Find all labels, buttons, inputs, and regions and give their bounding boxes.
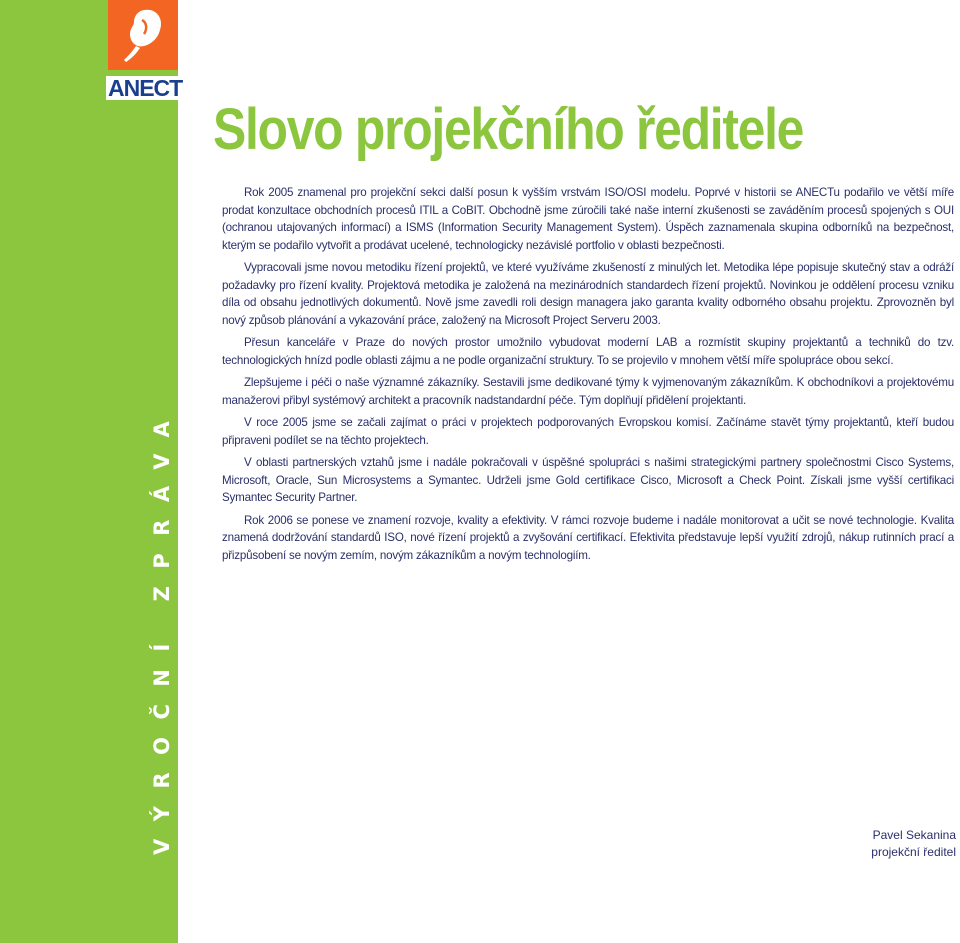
article-body: [222, 184, 954, 569]
annual-report-vertical-title: VÝROČNÍ ZPRÁVA: [150, 403, 174, 855]
sidebar: [0, 0, 183, 943]
paragraph: Zlepšujeme i péči o naše významné zákazníky. Sestavili jsme dedikované týmy k vyjmenovaným zákazníkům. K obchodníkovi a projektovému manažerovi přibyl systémový architekt a pracovník nadstandardní péče. Tým doplňují přidělení projektanti.: [222, 376, 954, 407]
paragraph: V roce 2005 jsme se začali zajímat o práci v projektech podporovaných Evropskou komisí. Začínáme stavět týmy projektantů, kteří budou připraveni podílet se na těchto projektech.: [222, 416, 954, 447]
paragraph: Vypracovali jsme novou metodiku řízení projektů, ve které využíváme zkušeností z minulých let. Metodika lépe popisuje skutečný stav a odráží požadavky pro řízení kvality. Projektová metodika je založená na mezinárodních standardech řízení projektů. Novinkou je oddělení procesu vzniku díla od obsahu jednotlivých dokumentů. Nově jsme zavedli roli design managera jako garanta kvality odborného obsahu projektu. Zprovozněn byl nový způsob plánování a vykazování práce, založený na Microsoft Project Serveru 2003.: [222, 261, 954, 327]
page-title: Slovo projekčního ředitele: [213, 97, 804, 162]
signature-name: Pavel Sekanina: [872, 828, 956, 842]
paragraph: Rok 2005 znamenal pro projekční sekci další posun k vyšším vrstvám ISO/OSI modelu. Poprvé v historii se ANECTu podařilo ve větší míře prodat konzultace obchodních procesů ITIL a CoBIT. Obchodně jsme zúročili také naše interní zkušenosti se zaváděním procesů spojených s OUI (ochranou utajovaných informací) a ISMS (Information Security Management System). Úspěch zaznamenala skupina odborníků na bezpečnost, kterým se podařilo vytvořit a prodávat ucelené, technologicky nezávislé portfolio v oblasti bezpečnosti.: [222, 186, 954, 252]
logo-wordmark: ANECT: [106, 76, 186, 100]
paragraph: Přesun kanceláře v Praze do nových prostor umožnilo vybudovat moderní LAB a rozmístit skupiny projektantů a techniků do tzv. technologických hnízd podle oblasti zájmu a ne podle organizační struktury. To se projevilo v mnohem větší míře spolupráce obou sekcí.: [222, 336, 954, 367]
logo-mark: [108, 0, 178, 70]
signature: [871, 827, 956, 861]
paragraph: V oblasti partnerských vztahů jsme i nadále pokračovali v úspěšné spolupráci s našimi strategickými partnery společnostmi Cisco Systems, Microsoft, Oracle, Sun Microsystems a Symantec. Udrželi jsme Gold certifikace Cisco, Microsoft a Check Point. Získali jsme vyšší certifikaci Symantec Security Partner.: [222, 456, 954, 504]
signature-role: projekční ředitel: [871, 845, 956, 859]
paragraph: Rok 2006 se ponese ve znamení rozvoje, kvality a efektivity. V rámci rozvoje budeme i nadále monitorovat a učit se nové technologie. Kvalita znamená dodržování standardů ISO, nové řízení projektů a zvyšování certifikací. Efektivita představuje lepší využití zdrojů, nákup rutinních prací a přizpůsobení se novým zemím, novým zákazníkům a novým technologiím.: [222, 513, 954, 562]
leaf-logo-icon: [122, 6, 166, 64]
